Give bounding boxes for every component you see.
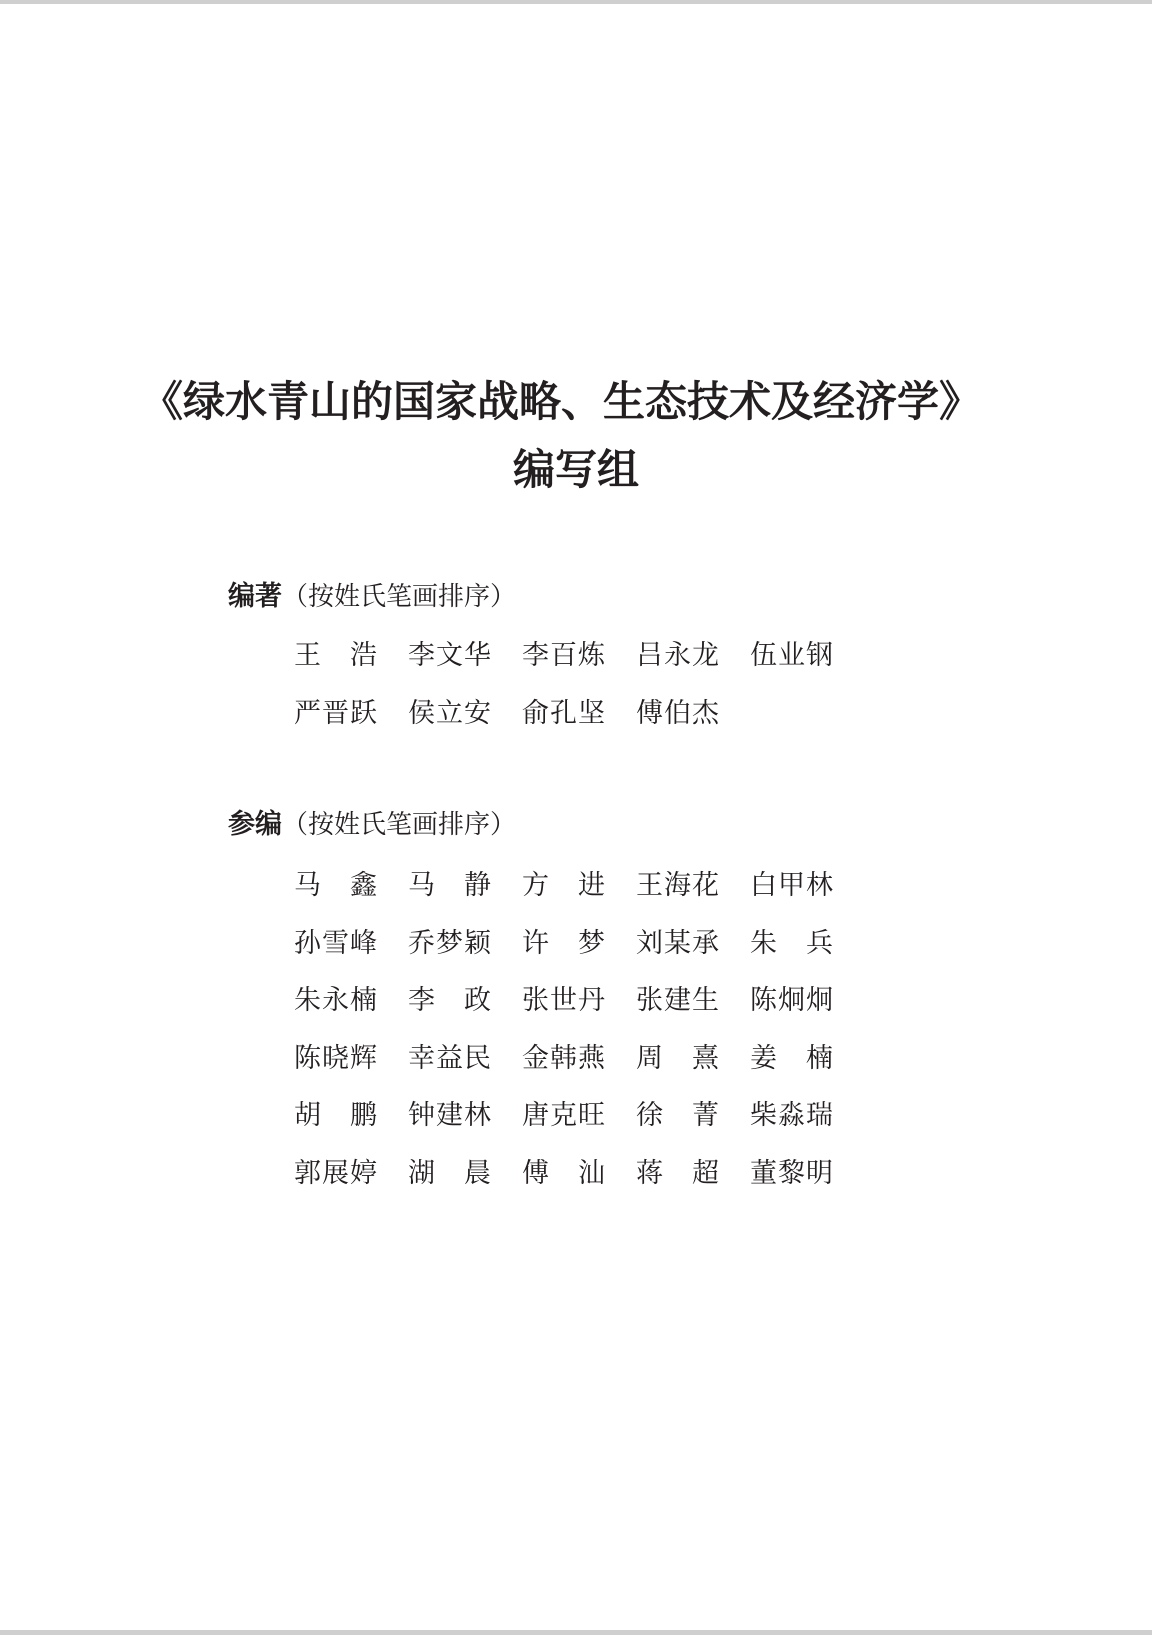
section-label: 参编: [228, 809, 282, 840]
list-item: 湖 晨: [408, 1157, 492, 1189]
page-bottom-edge: [0, 1630, 1152, 1635]
list-item: 姜 楠: [750, 1042, 834, 1074]
list-item: 朱 兵: [750, 927, 834, 959]
author-name-list: [294, 627, 864, 742]
list-item: 孙雪峰: [294, 927, 378, 959]
book-title: 《绿水青山的国家战略、生态技术及经济学》: [140, 377, 981, 426]
list-item: 许 梦: [522, 927, 606, 959]
list-item: 白甲林: [750, 870, 834, 901]
list-item: 钟建林: [408, 1100, 492, 1131]
list-item: 乔梦颖: [408, 927, 492, 959]
list-item: 王 浩: [294, 640, 378, 671]
list-item: 李文华: [408, 640, 492, 671]
list-item: 张建生: [636, 985, 720, 1016]
list-item: 陈炯炯: [750, 985, 834, 1016]
list-item: 陈晓辉: [294, 1042, 378, 1074]
list-item: 张世丹: [522, 985, 606, 1016]
section-note: （按姓氏笔画排序）: [282, 582, 517, 612]
list-item: 蒋 超: [636, 1157, 720, 1189]
list-item: 周 熹: [636, 1042, 720, 1074]
list-item: 方 进: [522, 870, 606, 901]
list-item: 吕永龙: [636, 640, 720, 671]
group-title: 编写组: [512, 445, 639, 494]
list-item: 唐克旺: [522, 1100, 606, 1131]
list-item: 李 政: [408, 985, 492, 1016]
section-heading-contributors: [228, 806, 516, 844]
list-item: 徐 菁: [636, 1100, 720, 1131]
list-item: 幸益民: [408, 1042, 492, 1074]
list-item: 胡 鹏: [294, 1100, 378, 1131]
list-item: 金韩燕: [522, 1042, 606, 1074]
list-item: 马 静: [408, 870, 492, 901]
list-item: 刘某承: [636, 927, 720, 959]
section-note: （按姓氏笔画排序）: [282, 810, 517, 840]
list-item: 侯立安: [408, 697, 492, 729]
page-top-edge: [0, 0, 1152, 4]
list-item: 伍业钢: [750, 640, 834, 671]
list-item: 俞孔坚: [522, 697, 606, 729]
list-item: 董黎明: [750, 1157, 834, 1189]
list-item: 严晋跃: [294, 697, 378, 729]
list-item: 郭展婷: [294, 1157, 378, 1189]
contributor-name-list: [294, 857, 864, 1202]
section-label: 编著: [228, 581, 282, 612]
list-item: 柴淼瑞: [750, 1100, 834, 1131]
list-item: 王海花: [636, 870, 720, 901]
list-item: 朱永楠: [294, 985, 378, 1016]
list-item: 马 鑫: [294, 870, 378, 901]
list-item: 傅伯杰: [636, 697, 720, 729]
section-heading-authors: [228, 578, 516, 616]
list-item: 傅 汕: [522, 1157, 606, 1189]
list-item: 李百炼: [522, 640, 606, 671]
